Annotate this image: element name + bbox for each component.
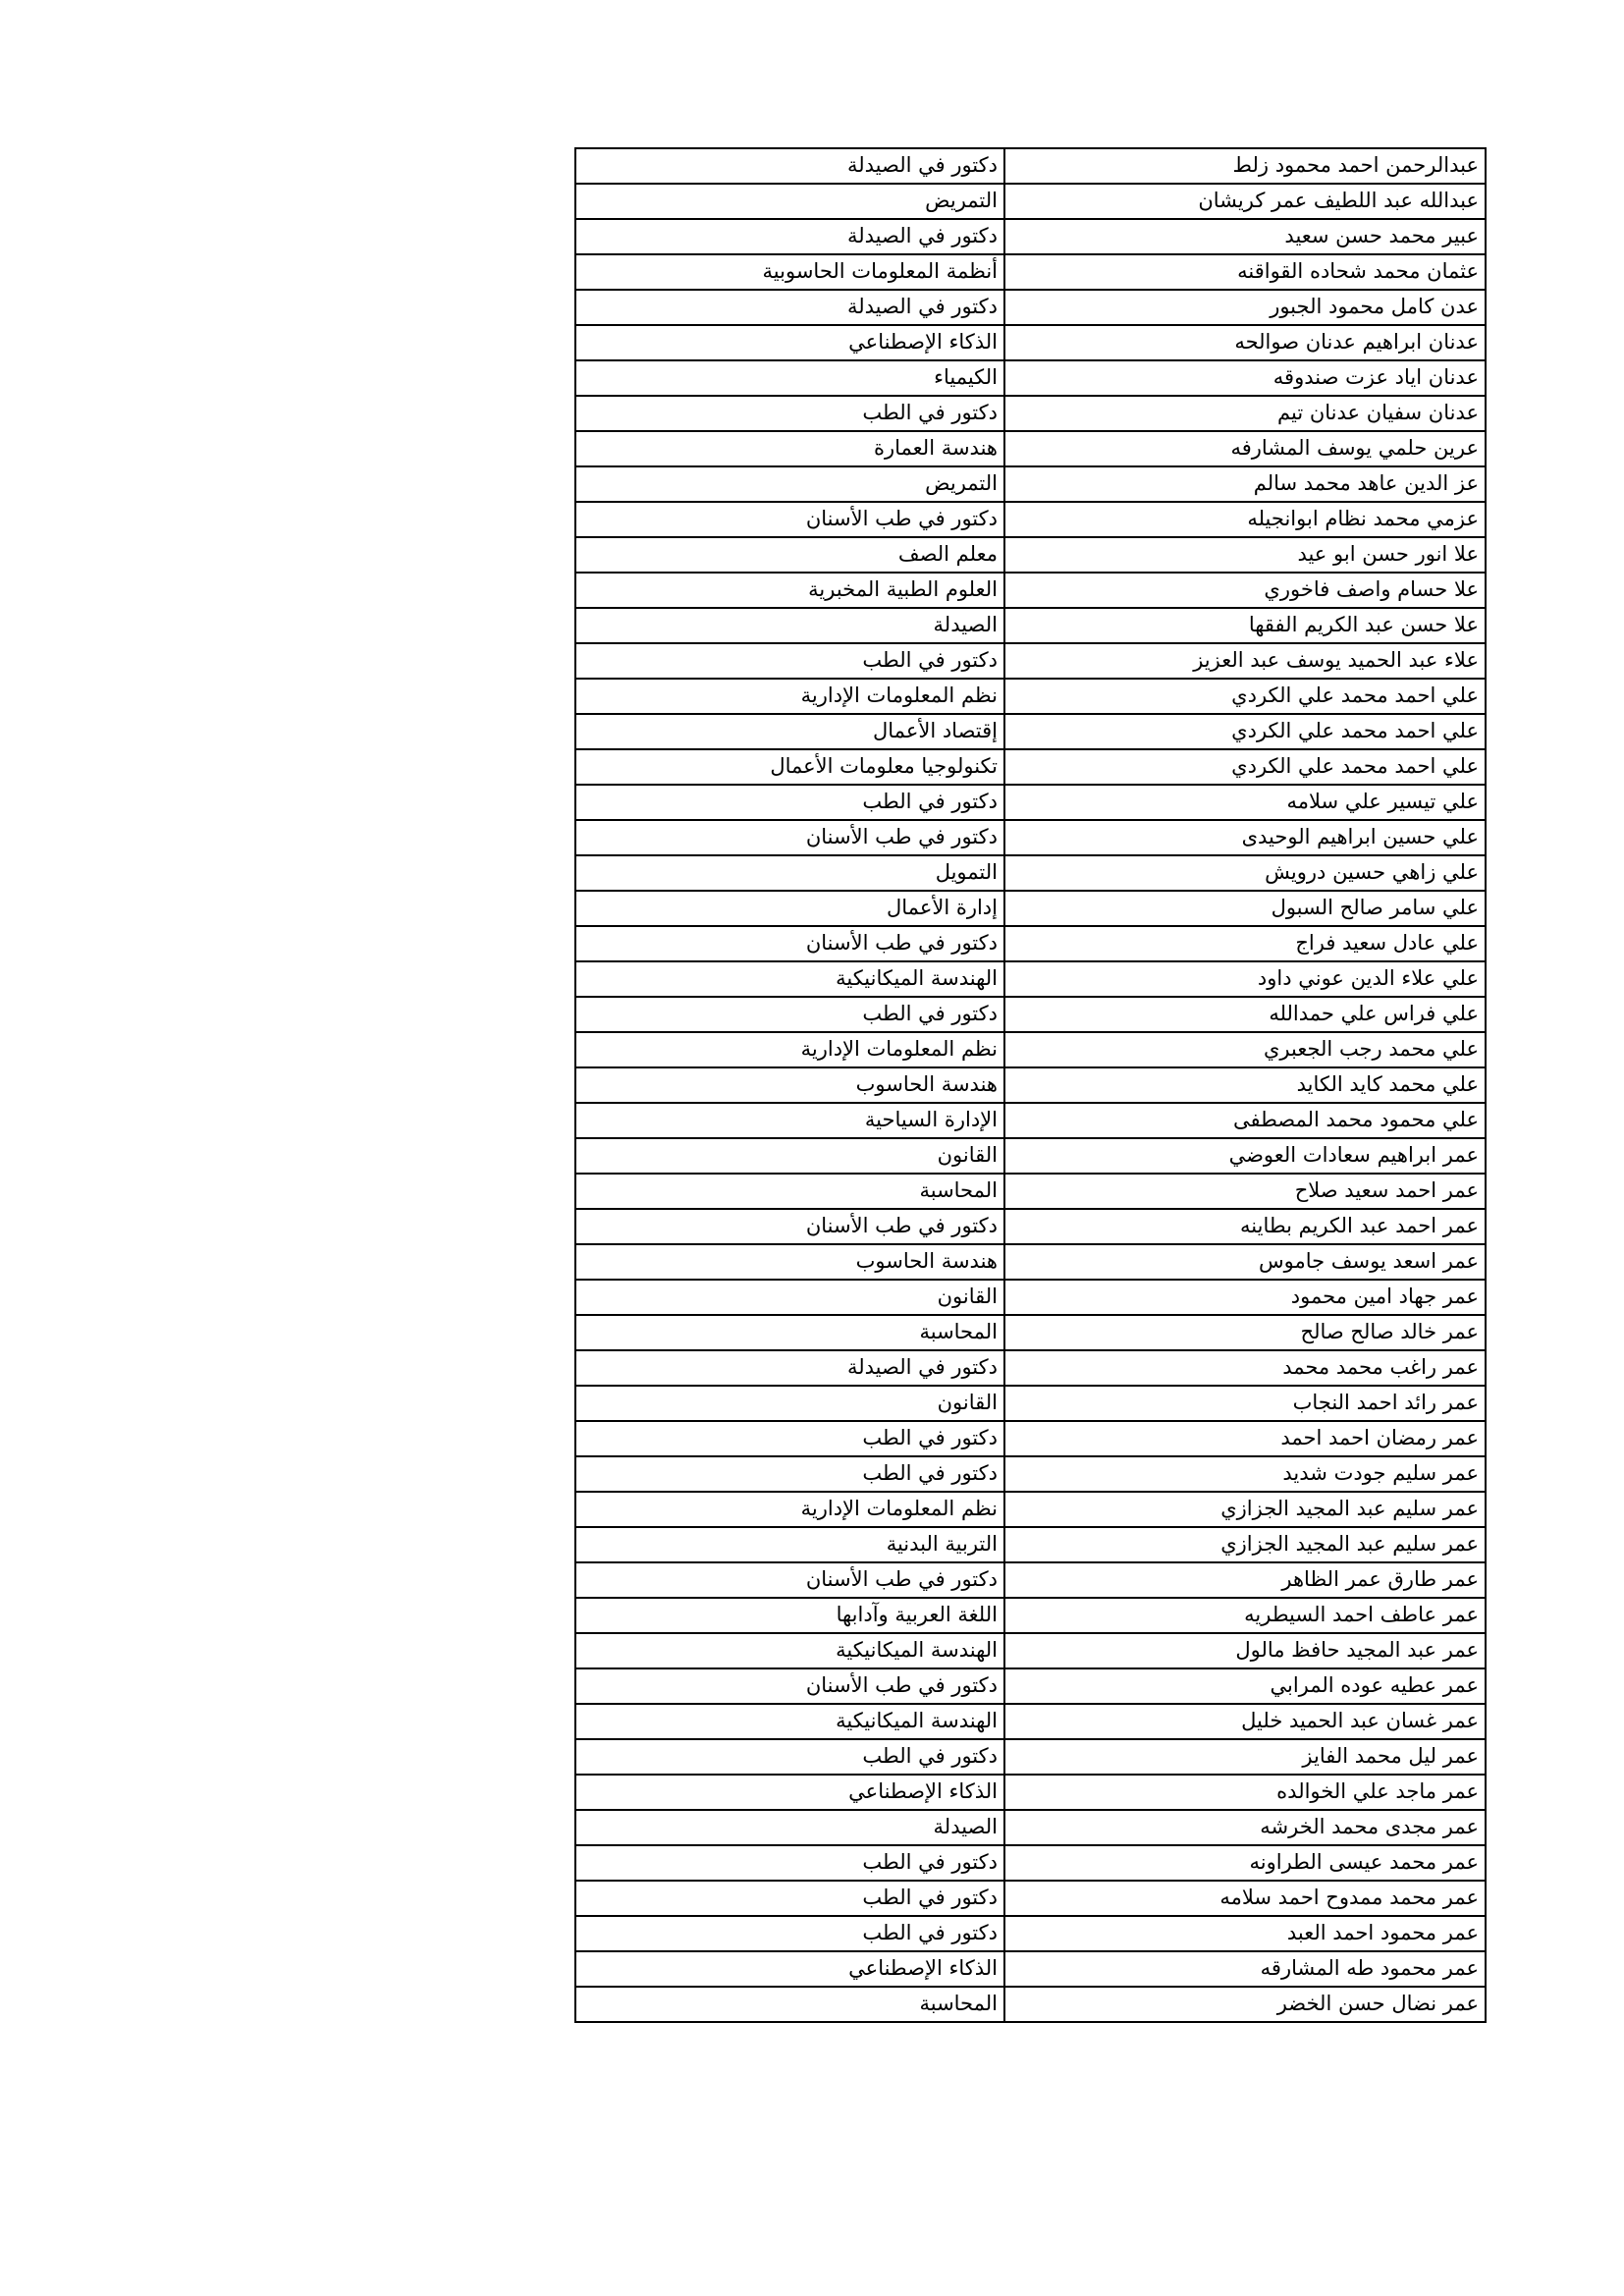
table-row <box>575 1668 1486 1704</box>
cell-degree: هندسة الحاسوب <box>575 1067 1004 1103</box>
cell-name: عمر عطيه عوده المرابي <box>1004 1668 1486 1704</box>
cell-name: عمر محمود طه المشارقه <box>1004 1951 1486 1987</box>
cell-degree: دكتور في الطب <box>575 396 1004 431</box>
table-row <box>575 961 1486 997</box>
table-row <box>575 855 1486 891</box>
cell-degree: القانون <box>575 1138 1004 1174</box>
cell-degree: الصيدلة <box>575 1810 1004 1845</box>
cell-name: علي احمد محمد علي الكردي <box>1004 714 1486 749</box>
cell-name: علي محمد رجب الجعبري <box>1004 1032 1486 1067</box>
cell-name: عمر راغب محمد محمد <box>1004 1350 1486 1386</box>
table-row <box>575 1386 1486 1421</box>
cell-degree: القانون <box>575 1280 1004 1315</box>
table-row <box>575 1810 1486 1845</box>
cell-degree: نظم المعلومات الإدارية <box>575 1492 1004 1527</box>
cell-name: عمر سليم عبد المجيد الجزازي <box>1004 1527 1486 1562</box>
table-row <box>575 431 1486 466</box>
table-row <box>575 573 1486 608</box>
table-row <box>575 1633 1486 1668</box>
cell-name: عرين حلمي يوسف المشارفه <box>1004 431 1486 466</box>
cell-degree: الهندسة الميكانيكية <box>575 961 1004 997</box>
cell-name: عمر رائد احمد النجاب <box>1004 1386 1486 1421</box>
table-row <box>575 1527 1486 1562</box>
cell-name: عمر اسعد يوسف جاموس <box>1004 1244 1486 1280</box>
cell-degree: نظم المعلومات الإدارية <box>575 679 1004 714</box>
table-row <box>575 1916 1486 1951</box>
cell-degree: الذكاء الإصطناعي <box>575 1775 1004 1810</box>
table-row <box>575 1103 1486 1138</box>
cell-degree: دكتور في طب الأسنان <box>575 1209 1004 1244</box>
table-row <box>575 254 1486 290</box>
table-row <box>575 1456 1486 1492</box>
cell-name: عبدالله عبد اللطيف عمر كريشان <box>1004 184 1486 219</box>
cell-name: علي فراس علي حمدالله <box>1004 997 1486 1032</box>
cell-degree: التربية البدنية <box>575 1527 1004 1562</box>
cell-degree: إقتصاد الأعمال <box>575 714 1004 749</box>
cell-degree: الهندسة الميكانيكية <box>575 1704 1004 1739</box>
table-row <box>575 1987 1486 2022</box>
cell-degree: دكتور في الطب <box>575 1739 1004 1775</box>
cell-degree: العلوم الطبية المخبرية <box>575 573 1004 608</box>
table-row <box>575 1209 1486 1244</box>
cell-name: علاء عبد الحميد يوسف عبد العزيز <box>1004 643 1486 679</box>
cell-degree: دكتور في الطب <box>575 997 1004 1032</box>
cell-name: عمر احمد سعيد صلاح <box>1004 1174 1486 1209</box>
cell-degree: دكتور في الطب <box>575 785 1004 820</box>
table-row <box>575 1492 1486 1527</box>
cell-name: علي محمود محمد المصطفى <box>1004 1103 1486 1138</box>
table-row <box>575 891 1486 926</box>
cell-name: علي حسين ابراهيم الوحيدى <box>1004 820 1486 855</box>
cell-degree: أنظمة المعلومات الحاسوبية <box>575 254 1004 290</box>
cell-degree: دكتور في طب الأسنان <box>575 820 1004 855</box>
cell-name: علا حسام واصف فاخوري <box>1004 573 1486 608</box>
table-row <box>575 184 1486 219</box>
cell-degree: اللغة العربية وآدابها <box>575 1598 1004 1633</box>
table-row <box>575 1244 1486 1280</box>
cell-name: عدن كامل محمود الجبور <box>1004 290 1486 325</box>
cell-name: عمر جهاد امين محمود <box>1004 1280 1486 1315</box>
cell-name: عمر مجدى محمد الخرشه <box>1004 1810 1486 1845</box>
cell-degree: دكتور في طب الأسنان <box>575 502 1004 537</box>
table-row <box>575 1421 1486 1456</box>
table-row <box>575 1704 1486 1739</box>
cell-degree: تكنولوجيا معلومات الأعمال <box>575 749 1004 785</box>
cell-degree: الذكاء الإصطناعي <box>575 325 1004 360</box>
faculty-roster-table <box>574 147 1487 2023</box>
table-row <box>575 1032 1486 1067</box>
cell-degree: هندسة الحاسوب <box>575 1244 1004 1280</box>
cell-name: علي احمد محمد علي الكردي <box>1004 749 1486 785</box>
cell-name: عمر سليم جودت شديد <box>1004 1456 1486 1492</box>
table-row <box>575 714 1486 749</box>
cell-degree: دكتور في الصيدلة <box>575 148 1004 184</box>
cell-degree: هندسة العمارة <box>575 431 1004 466</box>
cell-name: علي علاء الدين عوني داود <box>1004 961 1486 997</box>
cell-degree: المحاسبة <box>575 1987 1004 2022</box>
table-row <box>575 1881 1486 1916</box>
cell-degree: دكتور في الطب <box>575 1456 1004 1492</box>
cell-degree: القانون <box>575 1386 1004 1421</box>
table-row <box>575 360 1486 396</box>
cell-degree: المحاسبة <box>575 1315 1004 1350</box>
cell-degree: دكتور في الصيدلة <box>575 219 1004 254</box>
cell-name: عمر احمد عبد الكريم بطاينه <box>1004 1209 1486 1244</box>
cell-name: عمر عاطف احمد السيطريه <box>1004 1598 1486 1633</box>
table-row <box>575 926 1486 961</box>
cell-name: علي احمد محمد علي الكردي <box>1004 679 1486 714</box>
cell-degree: دكتور في الطب <box>575 643 1004 679</box>
cell-name: علا حسن عبد الكريم الفقها <box>1004 608 1486 643</box>
cell-degree: دكتور في الصيدلة <box>575 290 1004 325</box>
cell-degree: دكتور في طب الأسنان <box>575 1562 1004 1598</box>
cell-degree: دكتور في الطب <box>575 1881 1004 1916</box>
table-row <box>575 1315 1486 1350</box>
table-row <box>575 1138 1486 1174</box>
cell-degree: دكتور في الطب <box>575 1916 1004 1951</box>
cell-name: عدنان ابراهيم عدنان صوالحه <box>1004 325 1486 360</box>
table-row <box>575 1598 1486 1633</box>
table-row <box>575 1174 1486 1209</box>
cell-name: عثمان محمد شحاده القواقنه <box>1004 254 1486 290</box>
cell-name: عمر محمود احمد العبد <box>1004 1916 1486 1951</box>
cell-name: عمر ابراهيم سعادات العوضي <box>1004 1138 1486 1174</box>
cell-degree: الذكاء الإصطناعي <box>575 1951 1004 1987</box>
table-row <box>575 1280 1486 1315</box>
cell-degree: نظم المعلومات الإدارية <box>575 1032 1004 1067</box>
cell-degree: الصيدلة <box>575 608 1004 643</box>
cell-name: عمر خالد صالح صالح <box>1004 1315 1486 1350</box>
table-row <box>575 643 1486 679</box>
cell-degree: التمريض <box>575 466 1004 502</box>
cell-name: عزمي محمد نظام ابوانجيله <box>1004 502 1486 537</box>
table-row <box>575 1775 1486 1810</box>
cell-degree: الهندسة الميكانيكية <box>575 1633 1004 1668</box>
cell-degree: التمويل <box>575 855 1004 891</box>
cell-name: علي سامر صالح السبول <box>1004 891 1486 926</box>
cell-name: عدنان اياد عزت صندوقه <box>1004 360 1486 396</box>
cell-name: عمر نضال حسن الخضر <box>1004 1987 1486 2022</box>
table-row <box>575 1845 1486 1881</box>
table-row <box>575 396 1486 431</box>
table-row <box>575 466 1486 502</box>
cell-degree: دكتور في طب الأسنان <box>575 926 1004 961</box>
cell-name: علي محمد كايد الكايد <box>1004 1067 1486 1103</box>
table-row <box>575 1067 1486 1103</box>
cell-name: علي تيسير علي سلامه <box>1004 785 1486 820</box>
cell-degree: دكتور في طب الأسنان <box>575 1668 1004 1704</box>
table-row <box>575 749 1486 785</box>
cell-degree: دكتور في الطب <box>575 1845 1004 1881</box>
cell-degree: معلم الصف <box>575 537 1004 573</box>
cell-name: عدنان سفيان عدنان تيم <box>1004 396 1486 431</box>
table-row <box>575 820 1486 855</box>
table-row <box>575 997 1486 1032</box>
faculty-table-body <box>575 148 1486 2022</box>
cell-name: عز الدين عاهد محمد سالم <box>1004 466 1486 502</box>
cell-name: عبير محمد حسن سعيد <box>1004 219 1486 254</box>
cell-name: عمر رمضان احمد احمد <box>1004 1421 1486 1456</box>
cell-degree: إدارة الأعمال <box>575 891 1004 926</box>
cell-name: عبدالرحمن احمد محمود زلط <box>1004 148 1486 184</box>
cell-name: عمر ماجد علي الخوالده <box>1004 1775 1486 1810</box>
cell-name: علا انور حسن ابو عيد <box>1004 537 1486 573</box>
cell-name: عمر طارق عمر الظاهر <box>1004 1562 1486 1598</box>
table-row <box>575 1739 1486 1775</box>
cell-name: عمر سليم عبد المجيد الجزازي <box>1004 1492 1486 1527</box>
table-row <box>575 502 1486 537</box>
cell-name: علي زاهي حسين درويش <box>1004 855 1486 891</box>
cell-degree: التمريض <box>575 184 1004 219</box>
table-row <box>575 679 1486 714</box>
table-row <box>575 148 1486 184</box>
cell-name: عمر عبد المجيد حافظ مالول <box>1004 1633 1486 1668</box>
cell-degree: المحاسبة <box>575 1174 1004 1209</box>
cell-name: عمر غسان عبد الحميد خليل <box>1004 1704 1486 1739</box>
table-row <box>575 608 1486 643</box>
table-row <box>575 1350 1486 1386</box>
cell-degree: الإدارة السياحية <box>575 1103 1004 1138</box>
cell-degree: دكتور في الطب <box>575 1421 1004 1456</box>
table-row <box>575 290 1486 325</box>
cell-degree: دكتور في الصيدلة <box>575 1350 1004 1386</box>
cell-name: عمر محمد عيسى الطراونه <box>1004 1845 1486 1881</box>
table-row <box>575 219 1486 254</box>
cell-degree: الكيمياء <box>575 360 1004 396</box>
table-row <box>575 1951 1486 1987</box>
table-row <box>575 325 1486 360</box>
table-row <box>575 1562 1486 1598</box>
table-row <box>575 785 1486 820</box>
cell-name: عمر محمد ممدوح احمد سلامه <box>1004 1881 1486 1916</box>
table-row <box>575 537 1486 573</box>
cell-name: علي عادل سعيد فراج <box>1004 926 1486 961</box>
cell-name: عمر ليل محمد الفايز <box>1004 1739 1486 1775</box>
